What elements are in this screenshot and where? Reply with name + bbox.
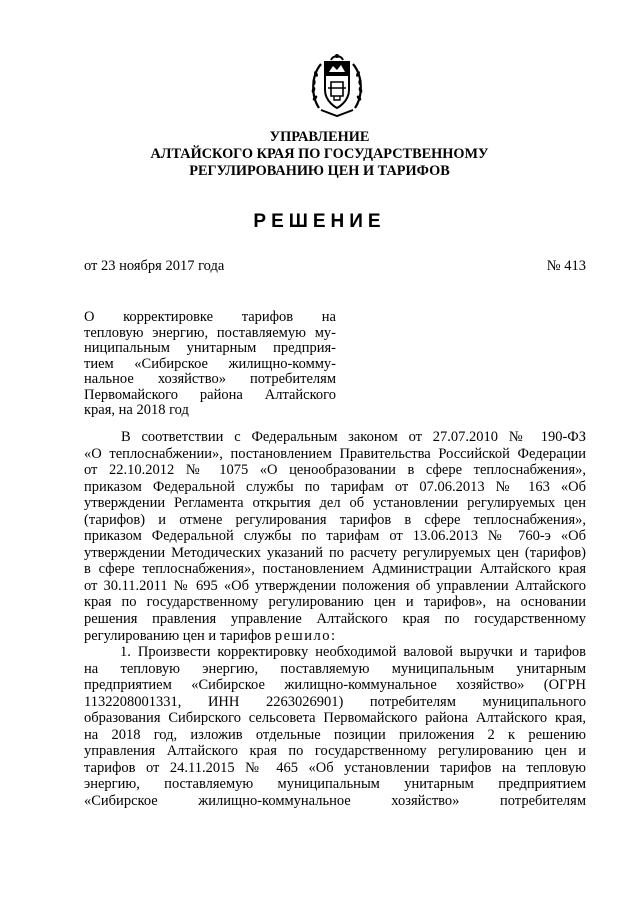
decision-word: решило: — [274, 627, 337, 644]
body-line: решения правления управление Алтайского края по государственному — [84, 611, 586, 628]
coat-of-arms-emblem — [309, 52, 365, 122]
subject-line: Первомайского района Алтайского — [84, 386, 336, 403]
subject-line: тием «Сибирское жилищно-комму- — [84, 355, 336, 372]
subject-line: О корректировке тарифов на — [84, 309, 336, 325]
document-number: № 413 — [546, 258, 586, 274]
subject-block — [84, 310, 336, 419]
body-text — [84, 429, 586, 810]
body-line: приказом Федеральной службы по тарифам от 07.06.2013 № 163 «Об — [84, 478, 586, 495]
body-line: утверждении Регламента открытия дел об установлении регулируемых цен — [84, 495, 586, 512]
body-line: предприятием «Сибирское жилищно-коммунальное хозяйство» (ОГРН — [84, 677, 586, 694]
body-line: края по государственному регулированию цен и тарифов», на основании — [84, 594, 586, 611]
body-line: на 2018 год, изложив отдельные позиции приложения 2 к решению — [84, 726, 586, 743]
body-line: образования Сибирского сельсовета Первомайского района Алтайского края, — [84, 710, 586, 727]
body-line: приказом Федеральной службы по тарифам от 13.06.2013 № 760-э «Об — [84, 528, 586, 545]
body-line: «О теплоснабжении», постановлением Правительства Российской Федерации — [84, 445, 586, 462]
body-line: «Сибирское жилищно-коммунальное хозяйство» потребителям — [84, 793, 586, 810]
date-line — [84, 258, 586, 275]
body-line: утверждении Методических указаний по расчету регулируемых цен (тарифов) — [84, 544, 586, 561]
body-line: (тарифов) и отмене регулирования тарифов в сфере теплоснабжения», — [84, 511, 586, 528]
body-line: управления Алтайского края по государственному регулированию цен и — [84, 743, 586, 760]
agency-line: АЛТАЙСКОГО КРАЯ ПО ГОСУДАРСТВЕННОМУ — [150, 146, 489, 162]
body-line — [84, 628, 586, 645]
subject-line: тепловую энергию, поставляемую му- — [84, 324, 336, 341]
body-line: тарифов от 24.11.2015 № 465 «Об установлении тарифов на тепловую — [84, 759, 586, 776]
subject-line: нальное хозяйство» потребителям — [84, 371, 336, 387]
body-line-part: регулированию цен и тарифов — [84, 627, 272, 644]
subject-line: края, на 2018 год — [84, 402, 189, 418]
body-line: в сфере теплоснабжения», постановлением Администрации Алтайского края — [84, 561, 586, 578]
agency-header — [0, 129, 639, 180]
body-line: энергию, поставляемую муниципальным унитарным предприятием — [84, 776, 586, 793]
body-line: на тепловую энергию, поставляемую муниципальным унитарным — [84, 660, 586, 677]
subject-line: ниципальным унитарным предприя- — [84, 340, 336, 356]
document-date: от 23 ноября 2017 года — [84, 258, 225, 274]
body-line: от 22.10.2012 № 1075 «О ценообразовании в сфере теплоснабжения», — [84, 462, 586, 479]
body-line: В соответствии с Федеральным законом от 27.07.2010 № 190-ФЗ — [121, 429, 586, 445]
body-line: от 30.11.2011 № 695 «Об утверждении положения об управлении Алтайского — [84, 577, 586, 594]
agency-line: УПРАВЛЕНИЕ — [269, 129, 370, 145]
body-line: 1. Произвести корректировку необходимой валовой выручки и тарифов — [120, 644, 586, 661]
agency-line: РЕГУЛИРОВАНИЮ ЦЕН И ТАРИФОВ — [189, 163, 450, 179]
body-line: 1132208001331, ИНН 2263026901) потребителям муниципального — [84, 693, 586, 710]
document-title: РЕШЕНИЕ — [253, 211, 386, 232]
